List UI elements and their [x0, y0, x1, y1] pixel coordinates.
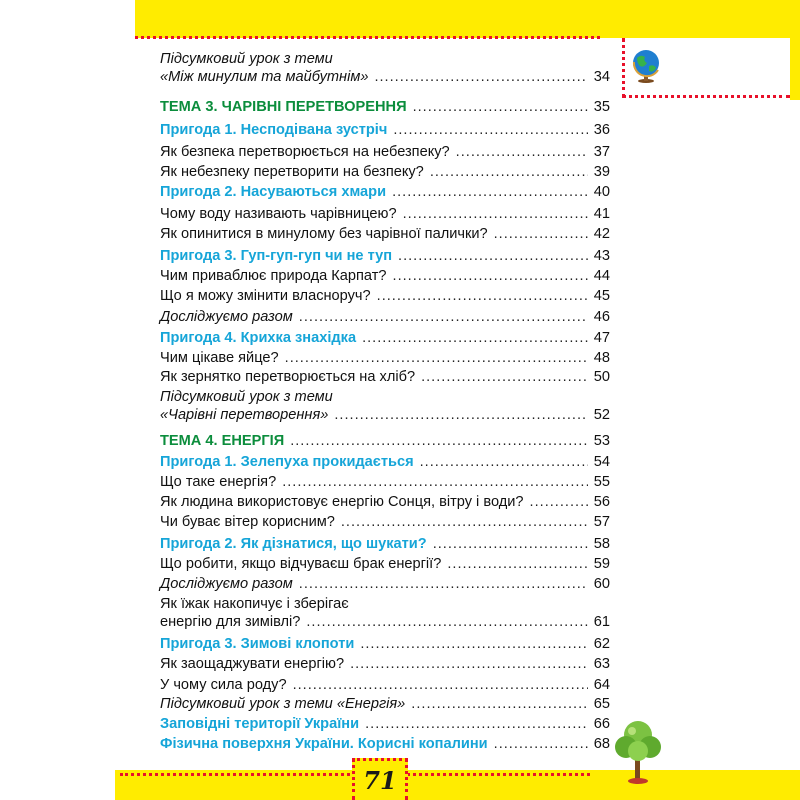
toc-entry[interactable] — [160, 735, 610, 753]
toc-entry-title: «Чарівні перетворення» — [160, 407, 329, 423]
toc-entry-title: Досліджуємо разом — [160, 576, 293, 592]
toc-leader-dots — [433, 535, 588, 553]
toc-entry-title: енергію для зимівлі? — [160, 614, 301, 630]
toc-entry-title: Як опинитися в минулому без чарівної палички? — [160, 226, 488, 242]
top-dotted-border — [135, 36, 600, 39]
toc-leader-dots — [494, 735, 588, 753]
toc-entry-page: 42 — [593, 226, 610, 242]
toc-leader-dots — [398, 247, 588, 265]
toc-entry-title: Пригода 4. Крихка знахідка — [160, 330, 357, 346]
toc-entry[interactable] — [160, 287, 610, 305]
toc-entry[interactable] — [160, 655, 610, 673]
toc-entry-title-line1: Як їжак накопичує і зберігає — [160, 596, 349, 612]
toc-leader-dots — [420, 453, 588, 471]
top-decorative-band — [135, 0, 800, 38]
toc-leader-dots — [334, 406, 588, 424]
toc-entry-page: 46 — [593, 309, 610, 325]
toc-leader-dots — [374, 68, 588, 86]
toc-entry[interactable] — [160, 555, 610, 573]
toc-leader-dots — [285, 349, 588, 367]
toc-entry-page: 48 — [593, 350, 610, 366]
toc-entry-title: Як заощаджувати енергію? — [160, 656, 345, 672]
toc-leader-dots — [403, 205, 588, 223]
toc-entry[interactable] — [160, 329, 610, 347]
toc-entry[interactable] — [160, 98, 610, 116]
toc-entry-title: ТЕМА 4. ЕНЕРГІЯ — [160, 433, 285, 449]
toc-leader-dots — [293, 676, 588, 694]
toc-entry-page: 57 — [593, 514, 610, 530]
toc-entry-title-line1: Підсумковий урок з теми — [160, 51, 333, 67]
toc-entry[interactable] — [160, 535, 610, 553]
toc-leader-dots — [365, 715, 588, 733]
toc-entry-title: Чим цікаве яйце? — [160, 350, 279, 366]
toc-leader-dots — [377, 287, 588, 305]
globe-icon — [628, 48, 664, 84]
toc-leader-dots — [413, 98, 588, 116]
toc-leader-dots — [392, 183, 588, 201]
right-decorative-strip — [790, 38, 800, 100]
toc-entry-title: Фізична поверхня України. Корисні копалини — [160, 736, 488, 752]
toc-leader-dots — [306, 613, 588, 631]
toc-entry[interactable] — [160, 432, 610, 450]
toc-entry-title: Чому воду називають чарівницею? — [160, 206, 397, 222]
toc-entry-page: 53 — [593, 433, 610, 449]
toc-leader-dots — [299, 575, 588, 593]
toc-entry-title: Чим приваблює природа Карпат? — [160, 268, 387, 284]
toc-entry-page: 68 — [593, 736, 610, 752]
toc-leader-dots — [299, 308, 588, 326]
toc-entry-page: 35 — [593, 99, 610, 115]
toc-leader-dots — [350, 655, 588, 673]
toc-entry-page: 62 — [593, 636, 610, 652]
toc-entry-page: 59 — [593, 556, 610, 572]
toc-entry[interactable] — [160, 575, 610, 593]
toc-entry[interactable] — [160, 349, 610, 367]
toc-entry[interactable] — [160, 715, 610, 733]
toc-entry-title: Пригода 2. Насуваються хмари — [160, 184, 387, 200]
toc-entry[interactable] — [160, 473, 610, 491]
toc-leader-dots — [393, 267, 588, 285]
toc-entry[interactable] — [160, 50, 610, 86]
toc-leader-dots — [362, 329, 588, 347]
toc-entry[interactable] — [160, 595, 610, 631]
toc-entry-page: 58 — [593, 536, 610, 552]
toc-leader-dots — [494, 225, 588, 243]
toc-entry-title: Чи буває вітер корисним? — [160, 514, 335, 530]
toc-entry-title: Як небезпеку перетворити на безпеку? — [160, 164, 424, 180]
toc-entry[interactable] — [160, 143, 610, 161]
toc-entry[interactable] — [160, 247, 610, 265]
toc-entry-page: 43 — [593, 248, 610, 264]
toc-entry-page: 34 — [593, 69, 610, 85]
toc-leader-dots — [290, 432, 588, 450]
toc-entry-page: 64 — [593, 677, 610, 693]
toc-entry-title: Пригода 2. Як дізнатися, що шукати? — [160, 536, 427, 552]
toc-entry-title: Що робити, якщо відчуваєш брак енергії? — [160, 556, 442, 572]
toc-entry[interactable] — [160, 635, 610, 653]
toc-entry-title: Пригода 1. Несподівана зустріч — [160, 122, 388, 138]
toc-entry-title: Як безпека перетворюється на небезпеку? — [160, 144, 450, 160]
toc-entry-page: 65 — [593, 696, 610, 712]
toc-entry-page: 40 — [593, 184, 610, 200]
toc-entry[interactable] — [160, 453, 610, 471]
toc-entry[interactable] — [160, 695, 610, 713]
toc-entry-page: 52 — [593, 407, 610, 423]
toc-entry-title: Що таке енергія? — [160, 474, 277, 490]
toc-entry[interactable] — [160, 388, 610, 424]
toc-entry-page: 54 — [593, 454, 610, 470]
toc-leader-dots — [393, 121, 588, 139]
toc-entry-title: Заповідні території України — [160, 716, 360, 732]
toc-entry-page: 50 — [593, 369, 610, 385]
toc-entry-title: У чому сила роду? — [160, 677, 287, 693]
toc-entry-page: 47 — [593, 330, 610, 346]
toc-entry-title: Що я можу змінити власноруч? — [160, 288, 371, 304]
toc-entry[interactable] — [160, 493, 610, 511]
toc-entry[interactable] — [160, 267, 610, 285]
toc-entry[interactable] — [160, 225, 610, 243]
toc-entry-title: Як зернятко перетворюється на хліб? — [160, 369, 416, 385]
toc-entry[interactable] — [160, 308, 610, 326]
toc-entry-page: 61 — [593, 614, 610, 630]
toc-leader-dots — [360, 635, 588, 653]
toc-entry-page: 56 — [593, 494, 610, 510]
toc-entry[interactable] — [160, 676, 610, 694]
toc-entry-title: Підсумковий урок з теми «Енергія» — [160, 696, 406, 712]
toc-entry-page: 41 — [593, 206, 610, 222]
toc-entry-title: Пригода 3. Зимові клопоти — [160, 636, 355, 652]
toc-leader-dots — [411, 695, 588, 713]
toc-entry-page: 60 — [593, 576, 610, 592]
toc-entry-title: Пригода 3. Гуп-гуп-гуп чи не туп — [160, 248, 393, 264]
toc-entry[interactable] — [160, 121, 610, 139]
page-number-box — [352, 758, 408, 800]
toc-entry[interactable] — [160, 183, 610, 201]
toc-entry-page: 37 — [593, 144, 610, 160]
page-number: 71 — [363, 766, 397, 795]
toc-entry-page: 55 — [593, 474, 610, 490]
toc-entry-title: Як людина використовує енергію Сонця, вітру і води? — [160, 494, 524, 510]
toc-entry-page: 45 — [593, 288, 610, 304]
toc-entry[interactable] — [160, 513, 610, 531]
toc-entry-page: 36 — [593, 122, 610, 138]
toc-leader-dots — [421, 368, 588, 386]
toc-entry-page: 66 — [593, 716, 610, 732]
toc-entry-page: 44 — [593, 268, 610, 284]
toc-entry[interactable] — [160, 205, 610, 223]
toc-leader-dots — [456, 143, 588, 161]
toc-entry-title: ТЕМА 3. ЧАРІВНІ ПЕРЕТВОРЕННЯ — [160, 99, 407, 115]
toc-entry-title: Досліджуємо разом — [160, 309, 293, 325]
toc-entry-title: Пригода 1. Зелепуха прокидається — [160, 454, 414, 470]
toc-entry[interactable] — [160, 163, 610, 181]
toc-entry-title: «Між минулим та майбутнім» — [160, 69, 369, 85]
toc-leader-dots — [341, 513, 588, 531]
toc-entry-title-line1: Підсумковий урок з теми — [160, 389, 333, 405]
toc-leader-dots — [282, 473, 588, 491]
toc-leader-dots — [430, 163, 588, 181]
toc-leader-dots — [447, 555, 588, 573]
tree-icon — [612, 715, 664, 785]
toc-leader-dots — [530, 493, 588, 511]
toc-entry-page: 39 — [593, 164, 610, 180]
toc-entry[interactable] — [160, 368, 610, 386]
toc-entry-page: 63 — [593, 656, 610, 672]
